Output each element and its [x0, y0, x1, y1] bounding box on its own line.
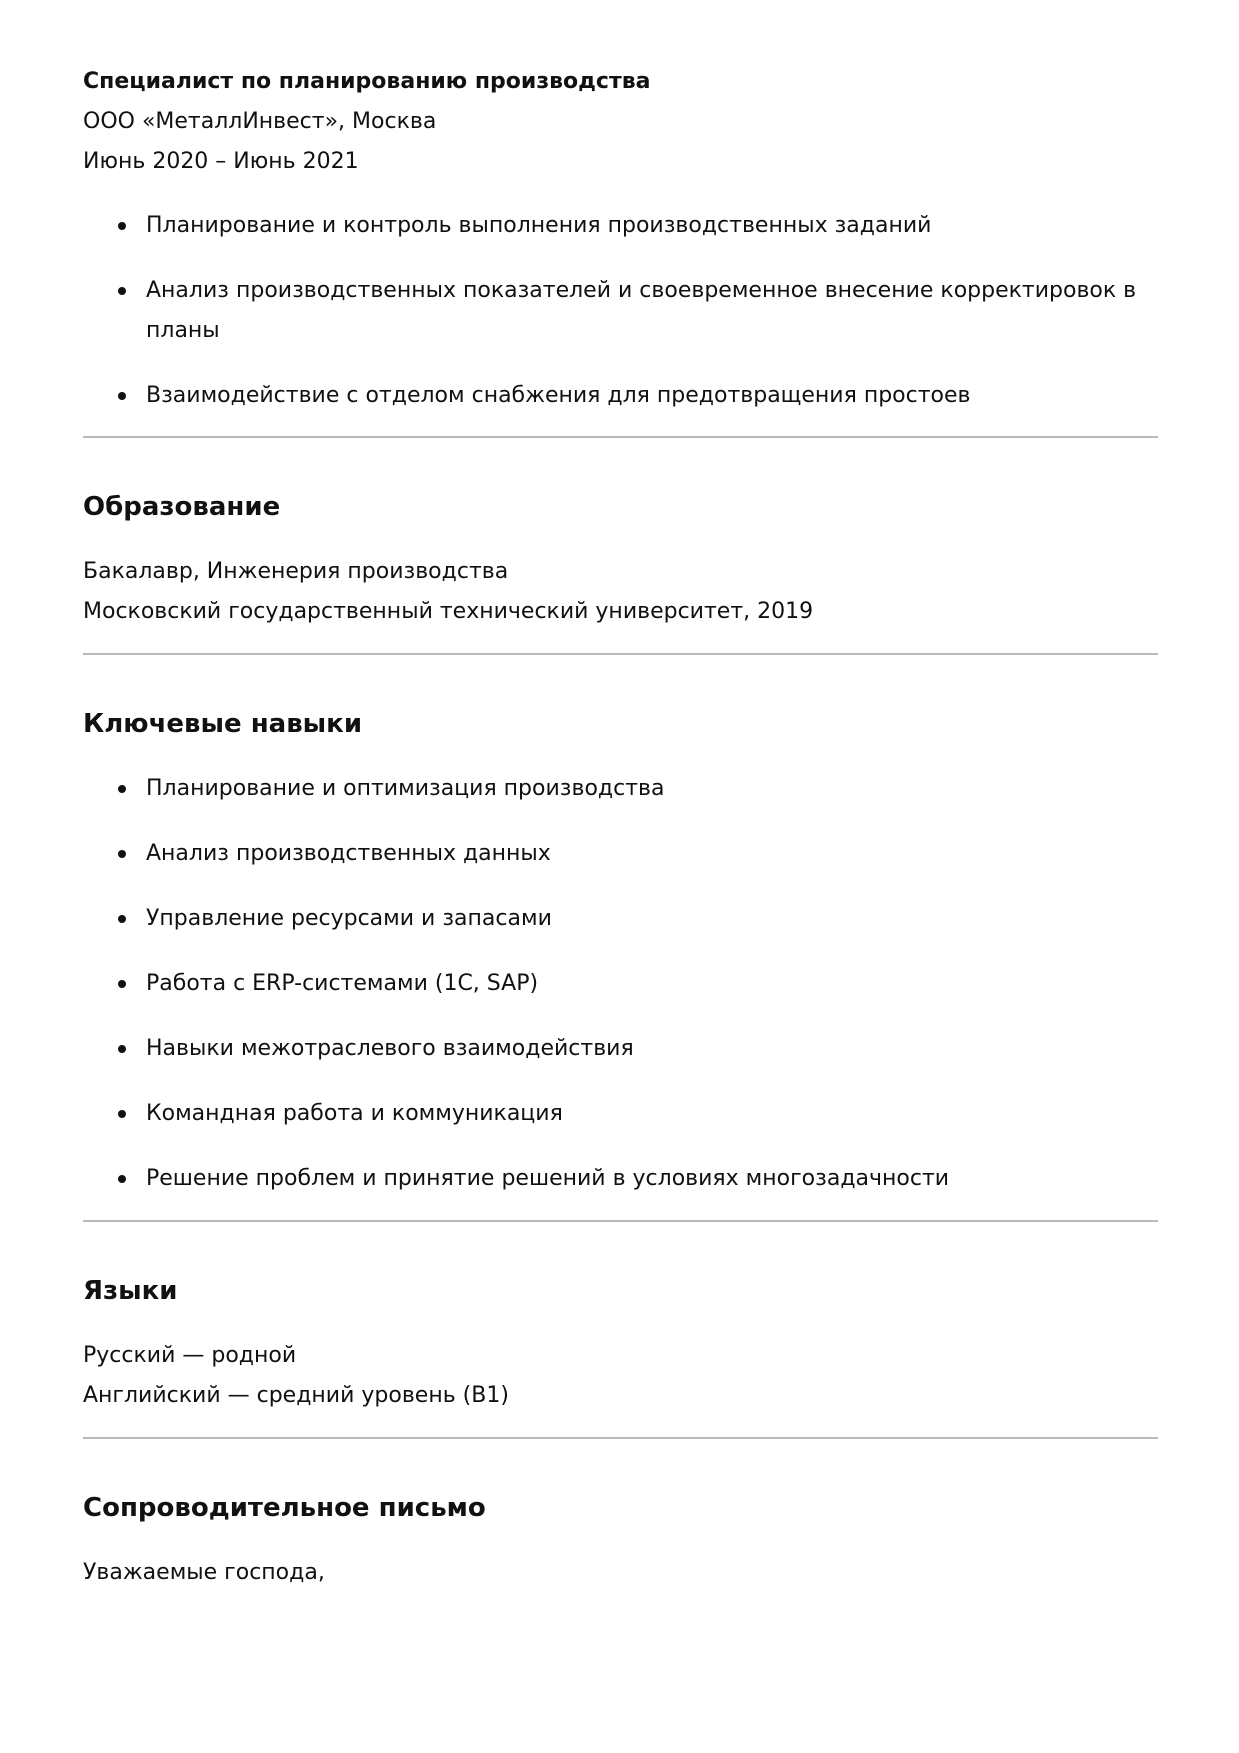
bullet-icon: [118, 222, 126, 230]
list-item: [83, 834, 1158, 874]
section-divider: [83, 1437, 1158, 1439]
bullet-icon: [118, 1175, 126, 1183]
bullet-icon: [118, 785, 126, 793]
list-item: [83, 899, 1158, 939]
list-item-text: Планирование и контроль выполнения производственных заданий: [146, 213, 932, 238]
bullet-icon: [118, 1110, 126, 1118]
skills-heading: Ключевые навыки: [83, 709, 363, 739]
list-item: [83, 271, 1158, 351]
bullet-icon: [118, 980, 126, 988]
education-institution: Московский государственный технический университет, 2019: [83, 599, 814, 624]
languages-heading: Языки: [83, 1276, 178, 1306]
bullet-icon: [118, 392, 126, 400]
section-divider: [83, 436, 1158, 438]
language-item: Английский — средний уровень (B1): [83, 1383, 509, 1408]
cover-letter-greeting: Уважаемые господа,: [83, 1560, 325, 1585]
education-degree: Бакалавр, Инженерия производства: [83, 559, 509, 584]
list-item: [83, 769, 1158, 809]
bullet-icon: [118, 915, 126, 923]
list-item: [83, 206, 1158, 246]
job-title: Специалист по планированию производства: [83, 69, 651, 94]
list-item-text: Работа с ERP-системами (1С, SAP): [146, 971, 539, 996]
list-item-text: Управление ресурсами и запасами: [146, 906, 552, 931]
bullet-icon: [118, 1045, 126, 1053]
cover-letter-heading: Сопроводительное письмо: [83, 1493, 486, 1523]
list-item-text: Планирование и оптимизация производства: [146, 776, 665, 801]
job-period: Июнь 2020 – Июнь 2021: [83, 149, 359, 174]
education-section: [83, 552, 1158, 632]
section-divider: [83, 1220, 1158, 1222]
job-company: ООО «МеталлИнвест», Москва: [83, 109, 437, 134]
job-entry: [83, 62, 1158, 416]
resume-page: [83, 62, 1158, 1593]
list-item-text: Решение проблем и принятие решений в условиях многозадачности: [146, 1166, 950, 1191]
list-item: [83, 1029, 1158, 1069]
list-item: [83, 964, 1158, 1004]
education-heading: Образование: [83, 492, 281, 522]
list-item-text: Командная работа и коммуникация: [146, 1101, 563, 1126]
list-item: [83, 376, 1158, 416]
skills-list: [83, 769, 1158, 1199]
list-item-text: Взаимодействие с отделом снабжения для предотвращения простоев: [146, 383, 971, 408]
bullet-icon: [118, 850, 126, 858]
job-duties-list: [83, 206, 1158, 416]
languages-section: [83, 1336, 1158, 1416]
list-item-text: Навыки межотраслевого взаимодействия: [146, 1036, 634, 1061]
list-item-text: Анализ производственных показателей и своевременное внесение корректировок в планы: [146, 278, 1137, 343]
list-item: [83, 1159, 1158, 1199]
list-item: [83, 1094, 1158, 1134]
section-divider: [83, 653, 1158, 655]
list-item-text: Анализ производственных данных: [146, 841, 551, 866]
language-item: Русский — родной: [83, 1343, 297, 1368]
bullet-icon: [118, 287, 126, 295]
